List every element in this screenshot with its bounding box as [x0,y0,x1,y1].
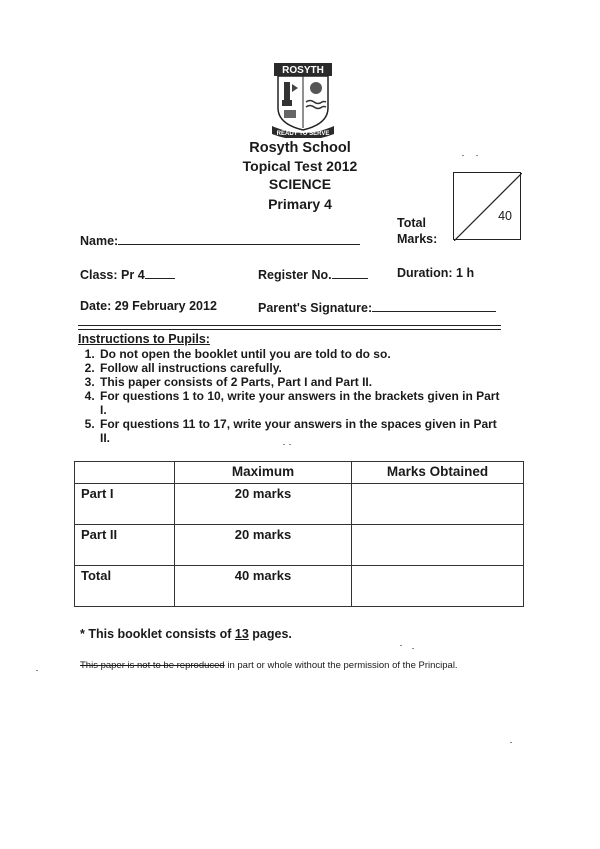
parent-signature-line [372,299,496,312]
notice-text: in part or whole without the permission of the Principal. [224,660,458,671]
divider-rule [78,325,501,326]
date-field [80,299,217,313]
scan-speck [36,670,38,671]
pages-count: 13 [234,627,249,641]
scan-speck [289,444,291,445]
class-line [145,266,175,279]
divider-rule [78,329,501,330]
instruction-item: 4. For questions 1 to 10, write your answers in the brackets given in Part I. [98,389,508,417]
subject-title: SCIENCE [268,176,332,192]
total-label: Total [397,216,426,230]
obtained-cell [352,566,524,607]
reproduction-notice [80,660,500,672]
table-row [75,525,524,566]
parent-signature-label: Parent's Signature: [258,301,373,315]
crest-motto-text: READY TO SERVE [276,131,330,137]
name-line [118,232,360,245]
table-header-cell: Maximum [175,462,352,484]
table-header-row [75,462,524,484]
scan-speck [510,742,512,743]
crest-banner-text: ROSYTH [282,65,324,76]
name-label: Name: [80,234,119,248]
marks-label: Marks: [397,232,438,246]
diagonal-slash [454,173,522,241]
register-label: Register No. [258,268,332,282]
parent-signature-field [258,299,496,315]
page-count-note [80,627,292,641]
test-title: Topical Test 2012 [242,158,358,174]
instructions-title: Instructions to Pupils: [78,332,210,346]
table-row [75,484,524,525]
part-cell: Part II [75,525,175,566]
total-marks-value: 40 [498,209,512,223]
class-value: Pr 4 [121,268,145,282]
instruction-item: 1. Do not open the booklet until you are told to do so. [98,347,508,361]
maximum-cell: 20 marks [175,525,352,566]
table-header-cell [75,462,175,484]
table-header-cell: Marks Obtained [352,462,524,484]
scan-speck [462,155,464,156]
register-field [258,266,368,282]
instruction-item: 3. This paper consists of 2 Parts, Part I and Part II. [98,375,508,389]
duration-value: 1 h [456,266,475,280]
obtained-cell [352,525,524,566]
scan-speck [476,155,478,156]
class-label: Class: [80,268,118,282]
school-crest-logo [272,62,334,138]
level-title: Primary 4 [268,196,332,212]
scan-speck [400,645,402,646]
date-label: Date: [80,299,112,313]
obtained-cell [352,484,524,525]
date-value: 29 February 2012 [114,299,217,313]
register-line [332,266,368,279]
total-marks-box [453,172,521,240]
marks-table [74,461,524,607]
name-field [80,232,360,248]
scan-speck [283,444,285,445]
maximum-cell: 20 marks [175,484,352,525]
class-field [80,266,175,282]
instruction-item: 2. Follow all instructions carefully. [98,361,508,375]
instructions-list [78,347,508,445]
maximum-cell: 40 marks [175,566,352,607]
scan-speck [412,648,414,649]
pages-suffix: pages. [248,627,292,641]
part-cell: Total [75,566,175,607]
pages-prefix: * This booklet consists of [80,627,235,641]
notice-struck-text: This paper is not to be reproduced [80,660,225,671]
duration-label: Duration: [397,266,453,280]
instruction-item: 5. For questions 11 to 17, write your answers in the spaces given in Part II. [98,417,508,445]
school-name: Rosyth School [249,140,351,156]
part-cell: Part I [75,484,175,525]
table-row [75,566,524,607]
duration-field [397,266,474,280]
